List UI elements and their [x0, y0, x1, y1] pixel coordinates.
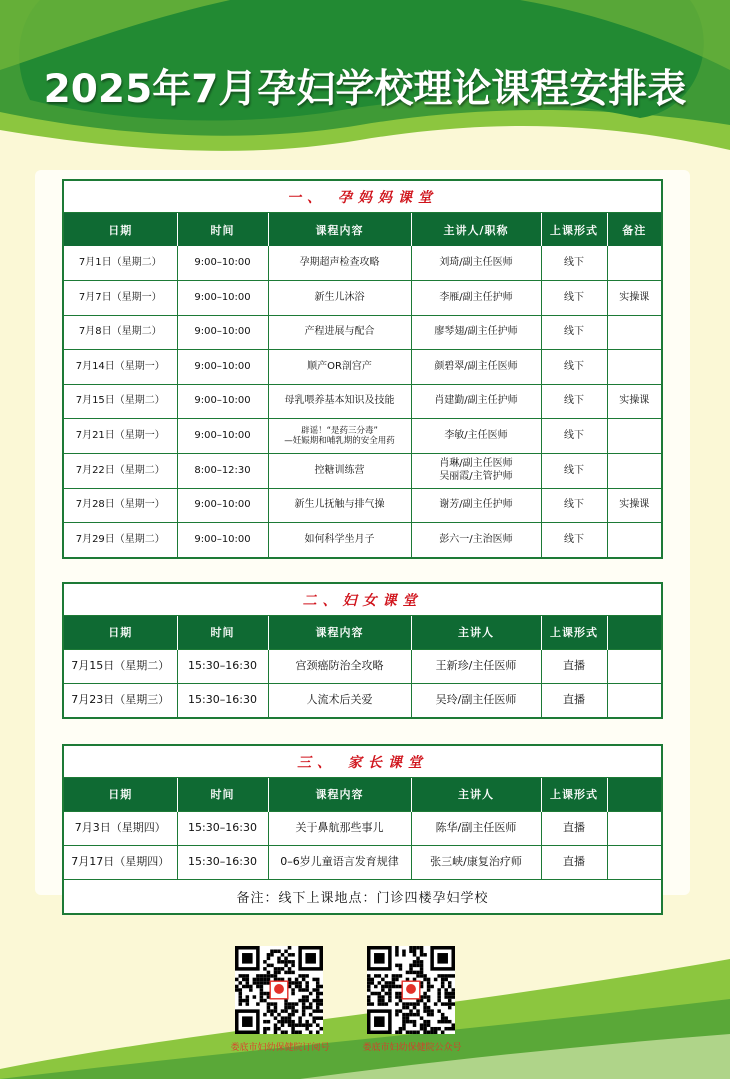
table-cell: 实操课 [607, 384, 661, 419]
table-cell: 直播 [541, 845, 607, 879]
table-cell: 线下 [541, 350, 607, 385]
table-cell: 宫颈癌防治全攻略 [268, 649, 411, 683]
table-row [64, 246, 661, 281]
table-cell: 实操课 [607, 488, 661, 523]
table-cell: 如何科学坐月子 [268, 523, 411, 558]
table-cell: 9:00–10:00 [177, 384, 268, 419]
column-header: 主讲人/职称 [411, 213, 541, 246]
table-cell [607, 683, 661, 717]
table-cell: 实操课 [607, 281, 661, 316]
table-cell: 7月1日（星期二） [64, 246, 177, 281]
table-cell: 7月7日（星期一） [64, 281, 177, 316]
table-cell: 9:00–10:00 [177, 246, 268, 281]
table-cell: 刘琦/副主任医师 [411, 246, 541, 281]
section-parents [62, 744, 663, 915]
table-cell: 0–6岁儿童语言发育规律 [268, 845, 411, 879]
table-row [64, 683, 661, 717]
table-cell [607, 523, 661, 558]
table-cell: 7月22日（星期二） [64, 454, 177, 489]
section-title: 三、 家长课堂 [64, 746, 661, 778]
column-header: 时间 [177, 616, 268, 649]
table-cell: 廖琴翅/副主任护师 [411, 315, 541, 350]
column-header: 主讲人 [411, 616, 541, 649]
column-header: 上课形式 [541, 616, 607, 649]
table-cell: 张三峡/康复治疗师 [411, 845, 541, 879]
column-header [607, 778, 661, 811]
table-cell [607, 246, 661, 281]
table-cell: 8:00–12:30 [177, 454, 268, 489]
section-pregnant-mothers [62, 179, 663, 559]
qr-code-icon [367, 946, 455, 1034]
table-cell: 人流术后关爱 [268, 683, 411, 717]
footer-background [0, 919, 730, 1079]
table-cell: 李雁/副主任护师 [411, 281, 541, 316]
table-cell: 谢芳/副主任护师 [411, 488, 541, 523]
table-cell: 7月23日（星期三） [64, 683, 177, 717]
column-header: 日期 [64, 213, 177, 246]
column-header [607, 616, 661, 649]
table-row [64, 845, 661, 879]
table-cell: 颜碧翠/副主任医师 [411, 350, 541, 385]
table-row [64, 384, 661, 419]
table-cell: 9:00–10:00 [177, 315, 268, 350]
table-cell: 控糖训练营 [268, 454, 411, 489]
table-cell: 线下 [541, 281, 607, 316]
table-cell: 彭六一/主治医师 [411, 523, 541, 558]
qr-caption: 娄底市妇幼保健院订阅号 [230, 1043, 330, 1053]
qr-code-icon [235, 946, 323, 1034]
table-cell: 直播 [541, 649, 607, 683]
table-cell: 线下 [541, 384, 607, 419]
table-row [64, 649, 661, 683]
table-cell: 7月14日（星期一） [64, 350, 177, 385]
table-cell: 9:00–10:00 [177, 350, 268, 385]
column-header: 上课形式 [541, 213, 607, 246]
table-cell [607, 845, 661, 879]
table-cell: 线下 [541, 419, 607, 454]
column-header: 主讲人 [411, 778, 541, 811]
table-cell: 7月29日（星期二） [64, 523, 177, 558]
table-cell: 9:00–10:00 [177, 523, 268, 558]
table-cell [607, 454, 661, 489]
table-row [64, 454, 661, 489]
section-title: 一、 孕妈妈课堂 [64, 181, 661, 213]
table-cell [607, 811, 661, 845]
table-cell: 产程进展与配合 [268, 315, 411, 350]
table-cell: 吴玲/副主任医师 [411, 683, 541, 717]
column-header: 日期 [64, 778, 177, 811]
column-header: 课程内容 [268, 213, 411, 246]
section-title: 二、妇女课堂 [64, 584, 661, 616]
table-cell: 肖建勤/副主任护师 [411, 384, 541, 419]
schedule-table [64, 778, 661, 879]
table-row [64, 419, 661, 454]
column-header: 上课形式 [541, 778, 607, 811]
page-title: 2025年7月孕妇学校理论课程安排表 [43, 67, 687, 112]
table-cell: 线下 [541, 246, 607, 281]
table-cell: 陈华/副主任医师 [411, 811, 541, 845]
table-cell: 直播 [541, 683, 607, 717]
table-cell [607, 315, 661, 350]
table-cell: 15:30–16:30 [177, 683, 268, 717]
table-cell [607, 649, 661, 683]
table-cell: 9:00–10:00 [177, 281, 268, 316]
column-header: 课程内容 [268, 616, 411, 649]
column-header: 课程内容 [268, 778, 411, 811]
location-note: 备注：线下上课地点：门诊四楼孕妇学校 [64, 879, 661, 913]
table-cell [607, 350, 661, 385]
table-cell: 7月28日（星期一） [64, 488, 177, 523]
schedule-table [64, 616, 661, 717]
table-cell: 李敏/主任医师 [411, 419, 541, 454]
table-cell: 7月3日（星期四） [64, 811, 177, 845]
table-cell: 肖琳/副主任医师 吴丽霞/主管护师 [411, 454, 541, 489]
table-cell: 线下 [541, 488, 607, 523]
table-cell: 王新珍/主任医师 [411, 649, 541, 683]
table-row [64, 350, 661, 385]
qr-caption: 娄底市妇幼保健院公众号 [362, 1043, 462, 1053]
table-cell: 线下 [541, 315, 607, 350]
table-cell: 线下 [541, 523, 607, 558]
table-row [64, 523, 661, 558]
table-cell: 7月21日（星期一） [64, 419, 177, 454]
table-cell: 9:00–10:00 [177, 488, 268, 523]
table-row [64, 281, 661, 316]
table-cell: 15:30–16:30 [177, 649, 268, 683]
column-header: 时间 [177, 778, 268, 811]
table-cell: 孕期超声检查攻略 [268, 246, 411, 281]
table-cell: 关于鼻航那些事儿 [268, 811, 411, 845]
table-cell: 15:30–16:30 [177, 811, 268, 845]
column-header: 日期 [64, 616, 177, 649]
table-cell: 母乳喂养基本知识及技能 [268, 384, 411, 419]
table-cell: 9:00–10:00 [177, 419, 268, 454]
table-row [64, 811, 661, 845]
column-header: 时间 [177, 213, 268, 246]
table-cell: 线下 [541, 454, 607, 489]
table-cell: 辟谣！“是药三分毒” —妊娠期和哺乳期的安全用药 [268, 419, 411, 454]
column-header: 备注 [607, 213, 661, 246]
table-cell: 15:30–16:30 [177, 845, 268, 879]
section-women [62, 582, 663, 719]
schedule-table [64, 213, 661, 557]
table-cell: 7月15日（星期二） [64, 649, 177, 683]
table-cell: 7月15日（星期二） [64, 384, 177, 419]
table-cell [607, 419, 661, 454]
table-cell: 新生儿抚触与排气操 [268, 488, 411, 523]
table-cell: 直播 [541, 811, 607, 845]
table-row [64, 488, 661, 523]
table-row [64, 315, 661, 350]
table-cell: 顺产OR剖宫产 [268, 350, 411, 385]
table-cell: 7月8日（星期二） [64, 315, 177, 350]
table-cell: 新生儿沐浴 [268, 281, 411, 316]
table-cell: 7月17日（星期四） [64, 845, 177, 879]
